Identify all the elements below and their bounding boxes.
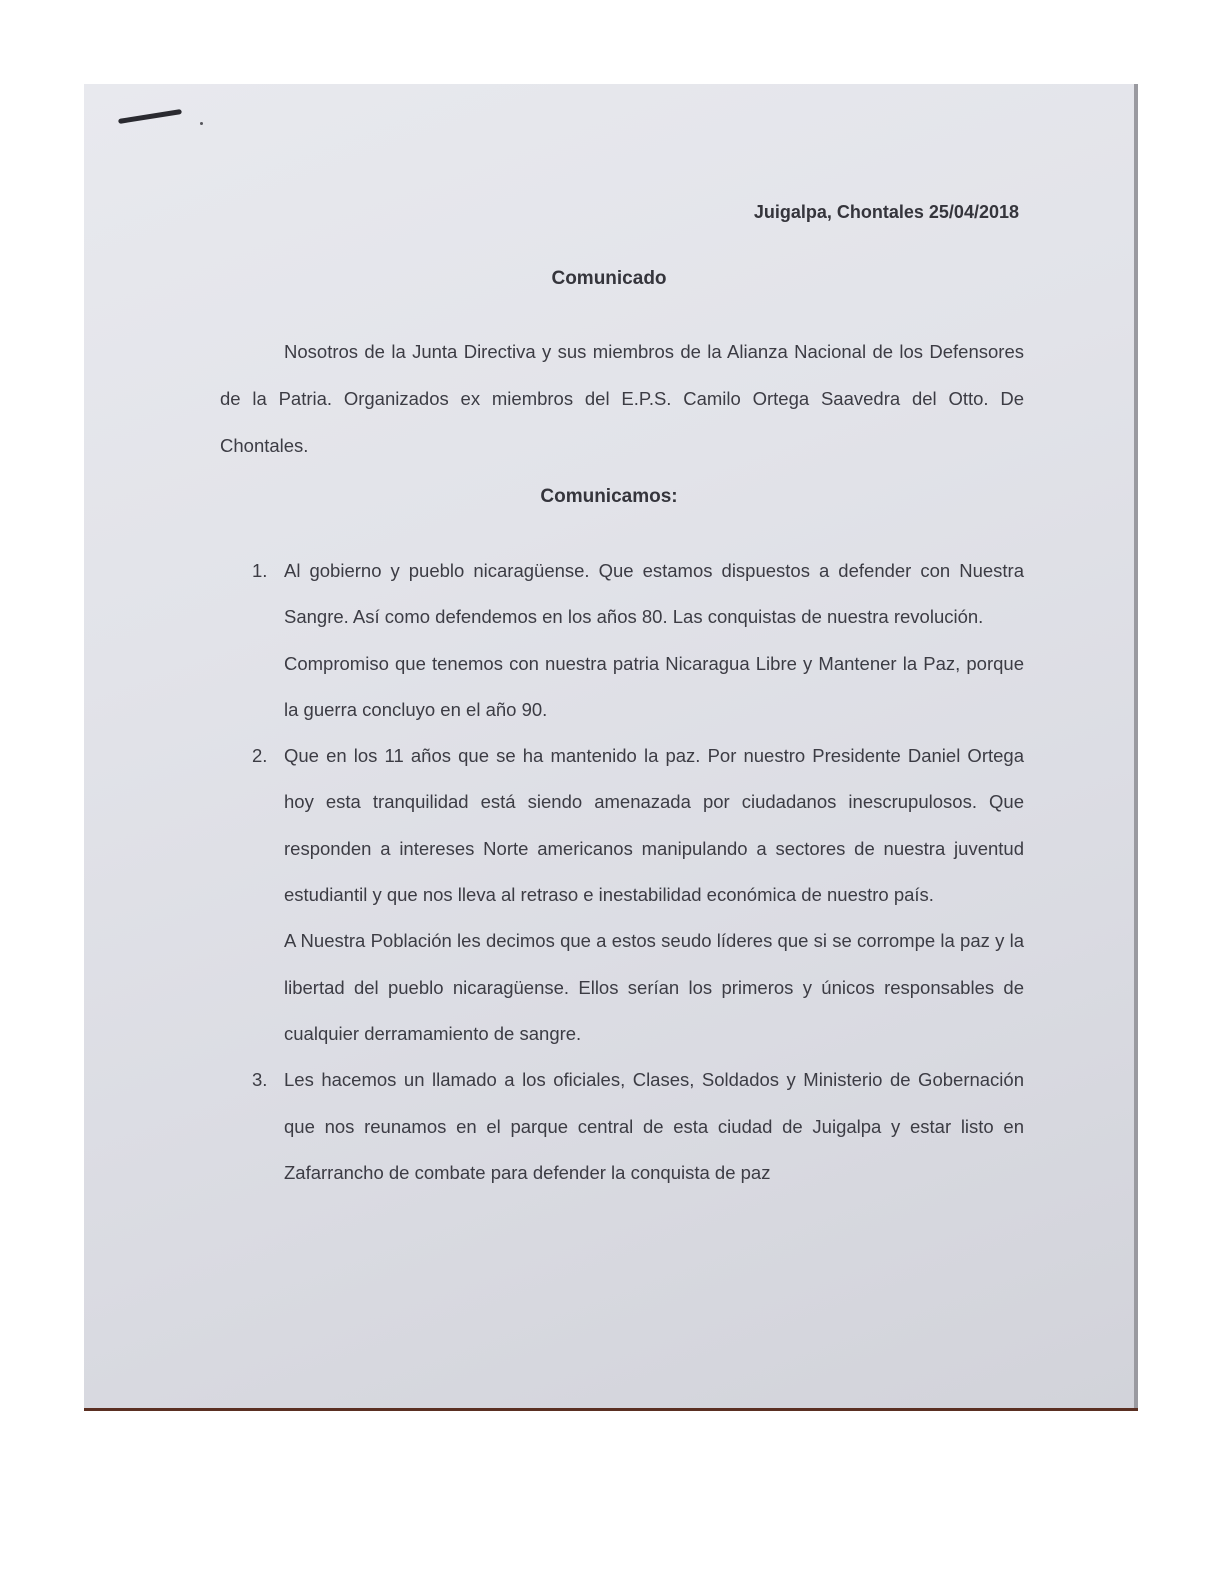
document-photo (84, 84, 1138, 1411)
item-paragraph: Compromiso que tenemos con nuestra patria Nicaragua Libre y Mantener la Paz, porque la guerra concluyo en el año 90. (284, 652, 1024, 720)
item-paragraph: Al gobierno y pueblo nicaragüense. Que estamos dispuestos a defender con Nuestra Sangre. Así como defendemos en los años 80. Las conquistas de nuestra revolución. (284, 560, 1024, 628)
list-item-2 (244, 733, 1024, 1057)
intro-paragraph: Nosotros de la Junta Directiva y sus miembros de la Alianza Nacional de los Defensores de la Patria. Organizados ex miembros del E.P.S. Camilo Ortega Saavedra del Otto. De Chontales. (220, 341, 1024, 456)
list-item-3 (244, 1057, 1024, 1196)
date-line: Juigalpa, Chontales 25/04/2018 (753, 202, 1019, 222)
item-number: 3. (252, 1069, 268, 1091)
pen-mark (118, 109, 182, 124)
document-title: Comunicado (551, 268, 667, 289)
list-item-1 (244, 548, 1024, 733)
item-paragraph: Que en los 11 años que se ha mantenido la paz. Por nuestro Presidente Daniel Ortega hoy esta tranquilidad está siendo amenazada por ciudadanos inescrupulosos. Que responden a intereses Norte americanos manipulando a sectores de nuestra juventud estudiantil y que nos lleva al retraso e inestabilidad económica de nuestro país. (284, 745, 1024, 906)
item-number: 2. (252, 745, 268, 767)
item-number: 1. (252, 560, 268, 581)
section-subtitle: Comunicamos: (540, 486, 678, 507)
item-paragraph: A Nuestra Población les decimos que a estos seudo líderes que si se corrompe la paz y la libertad del pueblo nicaragüense. Ellos serían los primeros y únicos responsables de cualquier derramamiento de sangre. (284, 930, 1024, 1044)
item-paragraph: Les hacemos un llamado a los oficiales, Clases, Soldados y Ministerio de Gobernación que nos reunamos en el parque central de esta ciudad de Juigalpa y estar listo en Zafarrancho de combate para defender la conquista de paz (284, 1069, 1024, 1183)
numbered-list (244, 548, 1024, 1196)
paper-sheet (84, 84, 1138, 1408)
pen-dot (200, 122, 203, 125)
